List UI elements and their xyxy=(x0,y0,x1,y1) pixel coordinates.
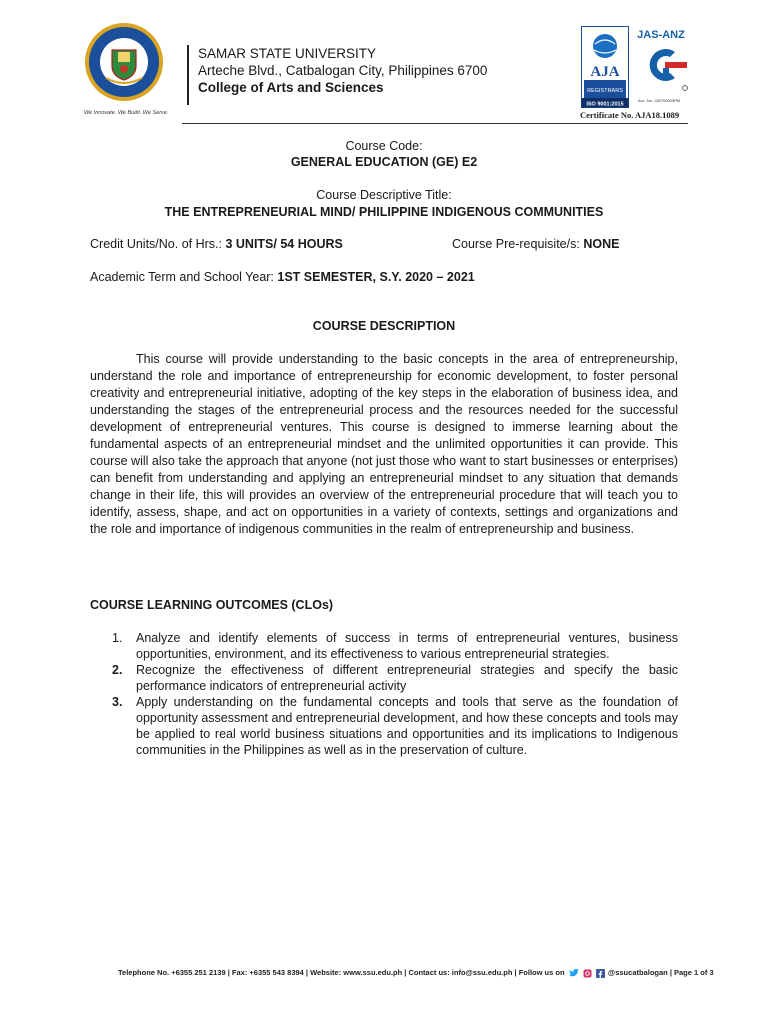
course-code-value: GENERAL EDUCATION (GE) E2 xyxy=(290,155,478,169)
credit-units-line xyxy=(90,237,343,251)
footer-page-number: | Page 1 of 3 xyxy=(669,968,714,977)
course-description-body: This course will provide understanding to the basic concepts in the area of entrepreneurship, understand the role and importance of entrepreneurship for economic development, to foster personal creativity and entrepreneurial initiative, adopting of the key steps in the elaboration of business idea, and understanding the stages of the entrepreneurial process and the resources needed for the successful development of entrepreneurial ventures. This course is designed to immerse learning about the fundamental aspects of an entrepreneurial mindset and the unlimited opportunities it can provide. This course will also take the approach that anyone (not just those who want to start businesses or enterprises) can benefit from understanding and applying an entrepreneurial mindset to any situation that demands change in their life, this will provides an overview of the entrepreneurial procedure that will teach you to identify, assess, shape, and act on opportunities in a variety of contexts, settings and organizations and the role and importance of indigenous communities in the realm of entrepreneurship and business. xyxy=(90,352,678,536)
header-rule xyxy=(182,123,688,124)
list-item-text: Recognize the effectiveness of different entrepreneurial strategies and specify the basic performance indicators of entrepreneurial activity xyxy=(136,663,678,693)
jas-anz-logo xyxy=(633,26,689,108)
footer-contact: Telephone No. +6355 251 2139 | Fax: +6355 543 8394 | Website: www.ssu.edu.ph | Contact us: info@ssu.edu.ph | Follow us on xyxy=(118,968,565,977)
svg-text:ISO 9001:2015: ISO 9001:2015 xyxy=(586,101,624,108)
course-description-heading: COURSE DESCRIPTION xyxy=(312,319,456,333)
list-item xyxy=(90,662,678,694)
list-item xyxy=(90,694,678,758)
credit-units-label: Credit Units/No. of Hrs.: xyxy=(90,237,222,251)
list-item-text: Analyze and identify elements of success in terms of entrepreneurial ventures, business opportunities, environment, and its effectiveness to various entrepreneurial strategies. xyxy=(136,631,678,661)
twitter-icon[interactable] xyxy=(568,969,579,978)
svg-text:JAS-ANZ: JAS-ANZ xyxy=(637,29,685,41)
svg-text:AJA: AJA xyxy=(590,64,620,80)
course-title-value: THE ENTREPRENEURIAL MIND/ PHILIPPINE INDIGENOUS COMMUNITIES xyxy=(164,205,604,219)
prerequisite-label: Course Pre-requisite/s: xyxy=(452,237,580,251)
academic-term-line xyxy=(90,270,475,284)
academic-term-label: Academic Term and School Year: xyxy=(90,270,274,284)
list-item-text: Apply understanding on the fundamental concepts and tools that serve as the foundation of opportunity assessment and entrepreneurial development, and how these concepts and tools may be applied to real world business situations and opportunities and its implications to Indigenous communities in the Philippines as well as in the preservation of culture. xyxy=(136,695,678,757)
credit-units-value: 3 UNITS/ 54 HOURS xyxy=(225,237,343,251)
academic-term-value: 1ST SEMESTER, S.Y. 2020 – 2021 xyxy=(277,270,475,284)
list-item xyxy=(90,630,678,662)
list-item-number: 3. xyxy=(112,695,123,709)
prerequisite-value: NONE xyxy=(583,237,620,251)
seal-tagline: We Innovate. We Build. We Serve. xyxy=(84,110,169,116)
college-name: College of Arts and Sciences xyxy=(198,80,384,95)
university-seal-logo xyxy=(84,22,164,102)
svg-text:Acc. No.: M2700003PM: Acc. No.: M2700003PM xyxy=(637,98,681,103)
course-title-label: Course Descriptive Title: xyxy=(316,188,452,202)
svg-text:REGISTRARS: REGISTRARS xyxy=(587,88,623,94)
list-item-number: 1. xyxy=(112,631,123,645)
university-name: SAMAR STATE UNIVERSITY xyxy=(198,46,377,61)
footer-handle: @ssucatbalogan xyxy=(607,968,668,977)
certificate-number: Certificate No. AJA18.1089 xyxy=(580,110,680,120)
instagram-icon[interactable] xyxy=(583,969,592,978)
list-item-number: 2. xyxy=(112,663,123,677)
university-header xyxy=(198,45,487,96)
university-address: Arteche Blvd., Catbalogan City, Philippines 6700 xyxy=(198,63,488,78)
course-code-label: Course Code: xyxy=(345,139,423,153)
learning-outcomes-list xyxy=(90,630,678,758)
facebook-icon[interactable] xyxy=(596,969,605,978)
prerequisite-line xyxy=(452,237,619,251)
learning-outcomes-heading: COURSE LEARNING OUTCOMES (CLOs) xyxy=(90,598,334,612)
page-footer xyxy=(118,968,714,978)
aja-certification-logo xyxy=(581,26,629,108)
header-divider xyxy=(187,45,189,105)
